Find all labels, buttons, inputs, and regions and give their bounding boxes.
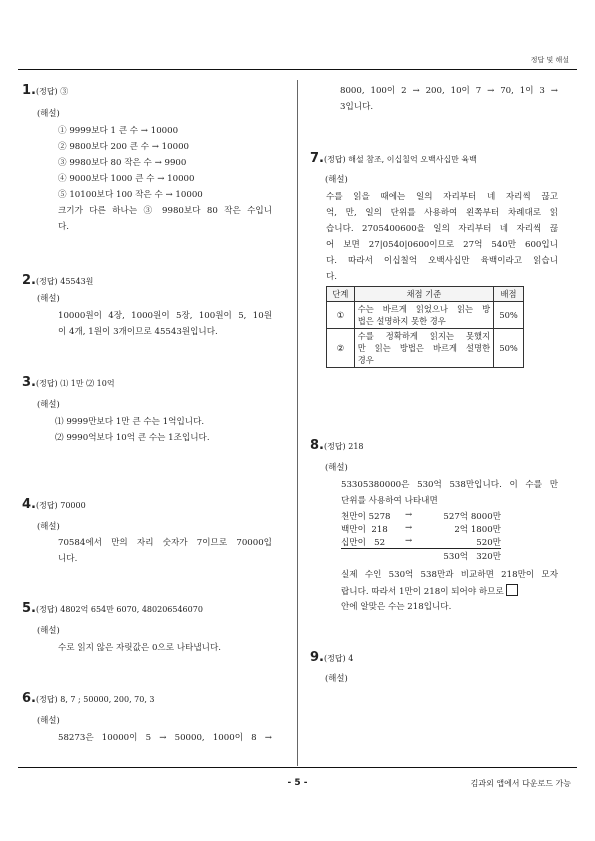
rubric-header-row bbox=[327, 287, 524, 302]
q7-line: 어 보면 27|0540|0600이므로 27억 540만 600입니 bbox=[326, 240, 558, 250]
q6-line: 3입니다. bbox=[340, 102, 374, 112]
calc-arrow: → bbox=[405, 523, 413, 533]
q2-explanation-label: (해설) bbox=[37, 293, 60, 303]
q1-line: ④ 9000보다 1000 큰 수 → 10000 bbox=[58, 174, 195, 184]
q1-line: ① 9999보다 1 큰 수 → 10000 bbox=[58, 126, 179, 136]
top-rule bbox=[18, 69, 577, 70]
q3-heading bbox=[22, 375, 115, 390]
q5-number: 5. bbox=[22, 601, 36, 616]
calc-term: 십만이 52 bbox=[341, 538, 386, 548]
q7-line: 다. 따라서 이십칠억 오백사십만 육백이라고 읽습니 bbox=[326, 256, 558, 266]
q1-line: ⑤ 10100보다 100 작은 수 → 10000 bbox=[58, 190, 203, 200]
q6-number: 6. bbox=[22, 691, 36, 706]
rubric-criteria-line: 만 읽는 방법은 바르게 설명한 bbox=[357, 343, 491, 353]
q8-line-with-box bbox=[341, 584, 558, 597]
q5-answer: (정답) 4802억 654만 6070, 480206546070 bbox=[35, 605, 203, 614]
q8-line: 단위를 사용하여 나타내면 bbox=[341, 496, 438, 506]
q8-line: 안에 알맞은 수는 218입니다. bbox=[341, 602, 452, 612]
rubric-criteria-line: 수를 정확하게 읽지는 못했지 bbox=[357, 331, 491, 341]
calc-result: 520만 bbox=[476, 538, 501, 548]
blank-box-icon bbox=[506, 584, 518, 596]
q6-line: 58273은 10000이 5 → 50000, 1000이 8 → bbox=[58, 733, 272, 743]
q8-heading bbox=[310, 438, 364, 453]
q9-answer: (정답) 4 bbox=[323, 654, 354, 663]
q7-line: 수를 읽을 때에는 일의 자리부터 네 자리씩 끊고 bbox=[326, 192, 558, 202]
rubric-header-cell: 단계 bbox=[327, 287, 355, 302]
rubric-score: 50% bbox=[494, 302, 524, 329]
footer-note: 김과외 앱에서 다운로드 가능 bbox=[470, 779, 571, 788]
rubric-row bbox=[327, 329, 524, 368]
q3-number: 3. bbox=[22, 375, 36, 390]
calc-total: 530억 320만 bbox=[443, 552, 501, 562]
rubric-step: ① bbox=[327, 302, 355, 329]
q3-line: ⑵ 9990억보다 10억 큰 수는 1조입니다. bbox=[55, 433, 210, 443]
calc-result: 527억 8000만 bbox=[443, 512, 501, 522]
q2-number: 2. bbox=[22, 273, 36, 288]
q8-number: 8. bbox=[310, 438, 324, 453]
rubric-row bbox=[327, 302, 524, 329]
bottom-rule bbox=[18, 767, 577, 768]
q6-explanation-label: (해설) bbox=[37, 715, 60, 725]
q5-heading bbox=[22, 601, 203, 616]
q6-line: 8000, 100이 2 → 200, 10이 7 → 70, 1이 3 → bbox=[340, 86, 558, 96]
q4-heading bbox=[22, 497, 86, 512]
q8-line: 53305380000은 530억 538만입니다. 이 수를 만 bbox=[341, 480, 558, 490]
q1-answer: (정답) ③ bbox=[35, 87, 69, 96]
q8-line: 랍니다. 따라서 1만이 218이 되어야 하므로 bbox=[341, 587, 504, 597]
rubric-header-cell: 채점 기준 bbox=[354, 287, 493, 302]
calc-result: 2억 1800만 bbox=[454, 525, 501, 535]
q3-explanation-label: (해설) bbox=[37, 399, 60, 409]
q2-answer: (정답) 45543원 bbox=[35, 277, 94, 286]
q9-number: 9. bbox=[310, 650, 324, 665]
rubric-criteria bbox=[354, 329, 493, 368]
q7-line: 다. bbox=[326, 272, 338, 282]
q8-explanation-label: (해설) bbox=[325, 462, 348, 472]
q8-line: 실제 수인 530억 538만과 비교하면 218만이 모자 bbox=[341, 570, 558, 580]
q2-heading bbox=[22, 273, 93, 288]
rubric-criteria-line: 법은 설명하지 못한 경우 bbox=[357, 316, 446, 326]
q4-line: 70584에서 만의 자리 숫자가 7이므로 70000입 bbox=[58, 538, 272, 548]
calc-term: 천만이 5278 bbox=[341, 512, 391, 522]
q6-answer: (정답) 8, 7 ; 50000, 200, 70, 3 bbox=[35, 695, 155, 704]
rubric-step: ② bbox=[327, 329, 355, 368]
q3-line: ⑴ 9999만보다 1만 큰 수는 1억입니다. bbox=[55, 417, 205, 427]
q7-line: 습니다. 2705400600을 일의 자리부터 네 자리씩 끊 bbox=[326, 224, 558, 234]
q6-heading bbox=[22, 691, 155, 706]
q1-number: 1. bbox=[22, 83, 36, 98]
q5-line: 수로 읽지 않은 자릿값은 0으로 나타냅니다. bbox=[58, 643, 221, 653]
q7-line: 억, 만, 일의 단위를 사용하여 왼쪽부터 차례대로 읽 bbox=[326, 208, 558, 218]
q8-answer: (정답) 218 bbox=[323, 442, 364, 451]
q3-answer: (정답) ⑴ 1만 ⑵ 10억 bbox=[35, 379, 115, 388]
section-header: 정답 및 해설 bbox=[530, 56, 569, 64]
q1-line: ② 9800보다 200 큰 수 → 10000 bbox=[58, 142, 190, 152]
q1-line: 다. bbox=[58, 222, 70, 232]
q4-line: 니다. bbox=[58, 554, 78, 564]
rubric-header-cell: 배점 bbox=[494, 287, 524, 302]
calc-term: 백만이 218 bbox=[341, 525, 388, 535]
rubric-score: 50% bbox=[494, 329, 524, 368]
calc-arrow: → bbox=[405, 536, 413, 546]
q8-calculation bbox=[341, 510, 501, 562]
rubric-criteria-line: 수는 바르게 읽었으나 읽는 방 bbox=[357, 304, 491, 314]
q4-explanation-label: (해설) bbox=[37, 521, 60, 531]
q5-explanation-label: (해설) bbox=[37, 625, 60, 635]
rubric-criteria bbox=[354, 302, 493, 329]
page-number: - 5 - bbox=[287, 778, 308, 788]
rubric-criteria-line: 경우 bbox=[357, 355, 374, 365]
q1-heading bbox=[22, 83, 68, 98]
q7-heading bbox=[310, 151, 477, 166]
q1-line: ③ 9980보다 80 작은 수 → 9900 bbox=[58, 158, 187, 168]
q9-explanation-label: (해설) bbox=[325, 673, 348, 683]
column-divider bbox=[297, 80, 298, 766]
calc-sum-line bbox=[341, 548, 501, 549]
q4-number: 4. bbox=[22, 497, 36, 512]
q1-explanation-label: (해설) bbox=[37, 108, 60, 118]
q7-answer: (정답) 해설 참조, 이십칠억 오백사십만 육백 bbox=[323, 155, 477, 164]
q4-answer: (정답) 70000 bbox=[35, 501, 86, 510]
rubric-table bbox=[326, 286, 524, 368]
q7-number: 7. bbox=[310, 151, 324, 166]
q7-explanation-label: (해설) bbox=[325, 174, 348, 184]
q9-heading bbox=[310, 650, 353, 665]
calc-arrow: → bbox=[405, 510, 413, 520]
q2-line: 이 4개, 1원이 3개이므로 45543원입니다. bbox=[58, 327, 218, 337]
q1-line: 크기가 다른 하나는 ③ 9980보다 80 작은 수입니 bbox=[58, 206, 272, 216]
q2-line: 10000원이 4장, 1000원이 5장, 100원이 5, 10원 bbox=[58, 311, 272, 321]
